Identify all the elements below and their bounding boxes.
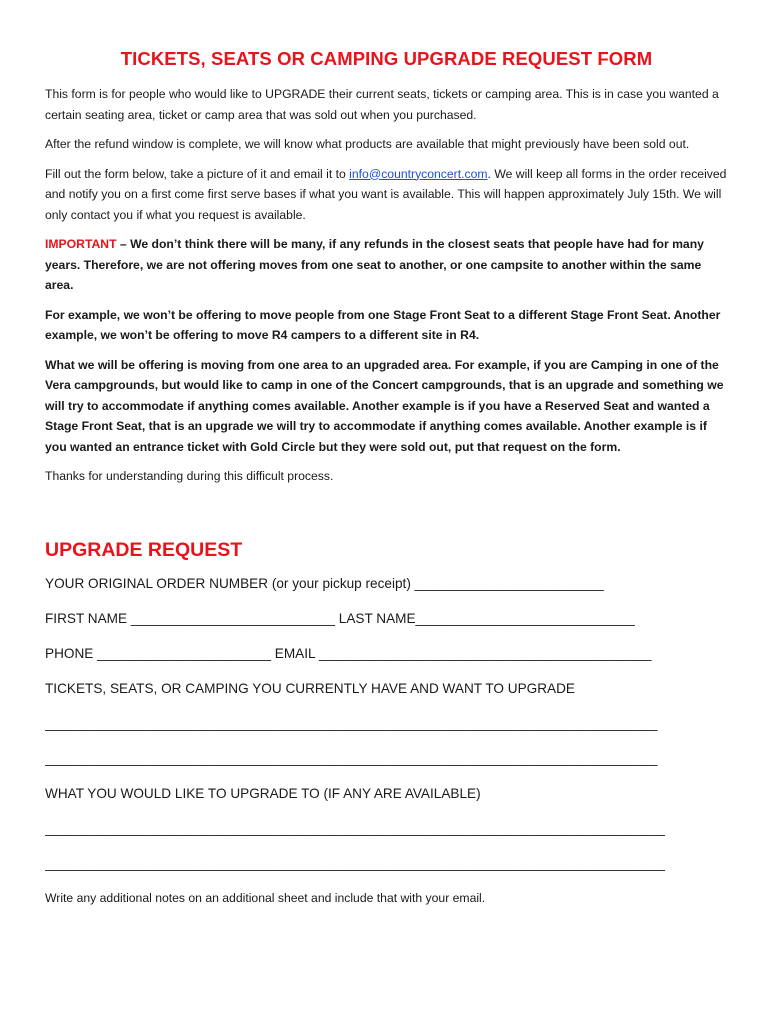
intro-paragraph: This form is for people who would like to UPGRADE their current seats, tickets or camping area. This is in case you wanted a certain seating area, ticket or camp area that was sold out when you purchased. <box>45 87 719 122</box>
email-link[interactable]: info@countryconcert.com <box>349 166 488 181</box>
page-title: TICKETS, SEATS OR CAMPING UPGRADE REQUEST FORM <box>120 48 653 69</box>
important-text: – We don’t think there will be many, if any refunds in the closest seats that people have had for many years. Therefore, we are not offering moves from one seat to another, or one campsite to another within the same area. <box>45 237 704 292</box>
upgrade-to-blank-2: __________________________________________________________________________________ <box>45 855 665 871</box>
important-paragraph <box>45 234 728 296</box>
upgrade-to-label: WHAT YOU WOULD LIKE TO UPGRADE TO (IF ANY ARE AVAILABLE) <box>45 785 481 801</box>
example-paragraph: For example, we won’t be offering to move people from one Stage Front Seat to a different Stage Front Seat. Another example, we won’t be offering to move R4 campers to a different site in R4. <box>45 307 721 342</box>
additional-notes-text: Write any additional notes on an additional sheet and include that with your email. <box>45 890 486 905</box>
form-page <box>45 48 728 907</box>
current-items-blank-2: _________________________________________________________________________________ <box>45 750 658 766</box>
offering-paragraph: What we will be offering is moving from one area to an upgraded area. For example, if you are Camping in one of the Vera campgrounds, but would like to camp in one of the Concert campgrounds, that is an upgrade and something we will try to accommodate if anything comes available. Another example is if you have a Reserved Seat and wanted a Stage Front Seat, that is an upgrade we will try to accommodate if anything comes available. Another example is if you wanted an entrance ticket with Gold Circle but they were sold out, put that request on the form. <box>45 357 724 454</box>
instructions-text-before: Fill out the form below, take a picture of it and email it to <box>45 166 350 181</box>
thanks-paragraph: Thanks for understanding during this difficult process. <box>45 469 334 483</box>
current-items-blank-1: _________________________________________________________________________________ <box>45 715 658 731</box>
upgrade-to-blank-1: __________________________________________________________________________________ <box>45 820 665 836</box>
phone-email-field: PHONE _______________________ EMAIL ____________________________________________ <box>45 645 652 661</box>
name-field: FIRST NAME ___________________________ LAST NAME_____________________________ <box>45 610 635 626</box>
current-items-label: TICKETS, SEATS, OR CAMPING YOU CURRENTLY HAVE AND WANT TO UPGRADE <box>45 680 575 696</box>
refund-window-paragraph: After the refund window is complete, we will know what products are available that might previously have been sold out. <box>45 137 690 151</box>
instructions-paragraph <box>45 164 728 226</box>
order-number-field: YOUR ORIGINAL ORDER NUMBER (or your pickup receipt) _________________________ <box>45 575 604 591</box>
upgrade-request-heading: UPGRADE REQUEST <box>45 538 243 561</box>
instructions-text-after: . We will keep all forms in the order received and notify you on a first come first serve bases if what you want is available. This will happen approximately July 15th. We will only contact you if what you request is available. <box>45 166 727 222</box>
important-label: IMPORTANT <box>45 237 117 251</box>
